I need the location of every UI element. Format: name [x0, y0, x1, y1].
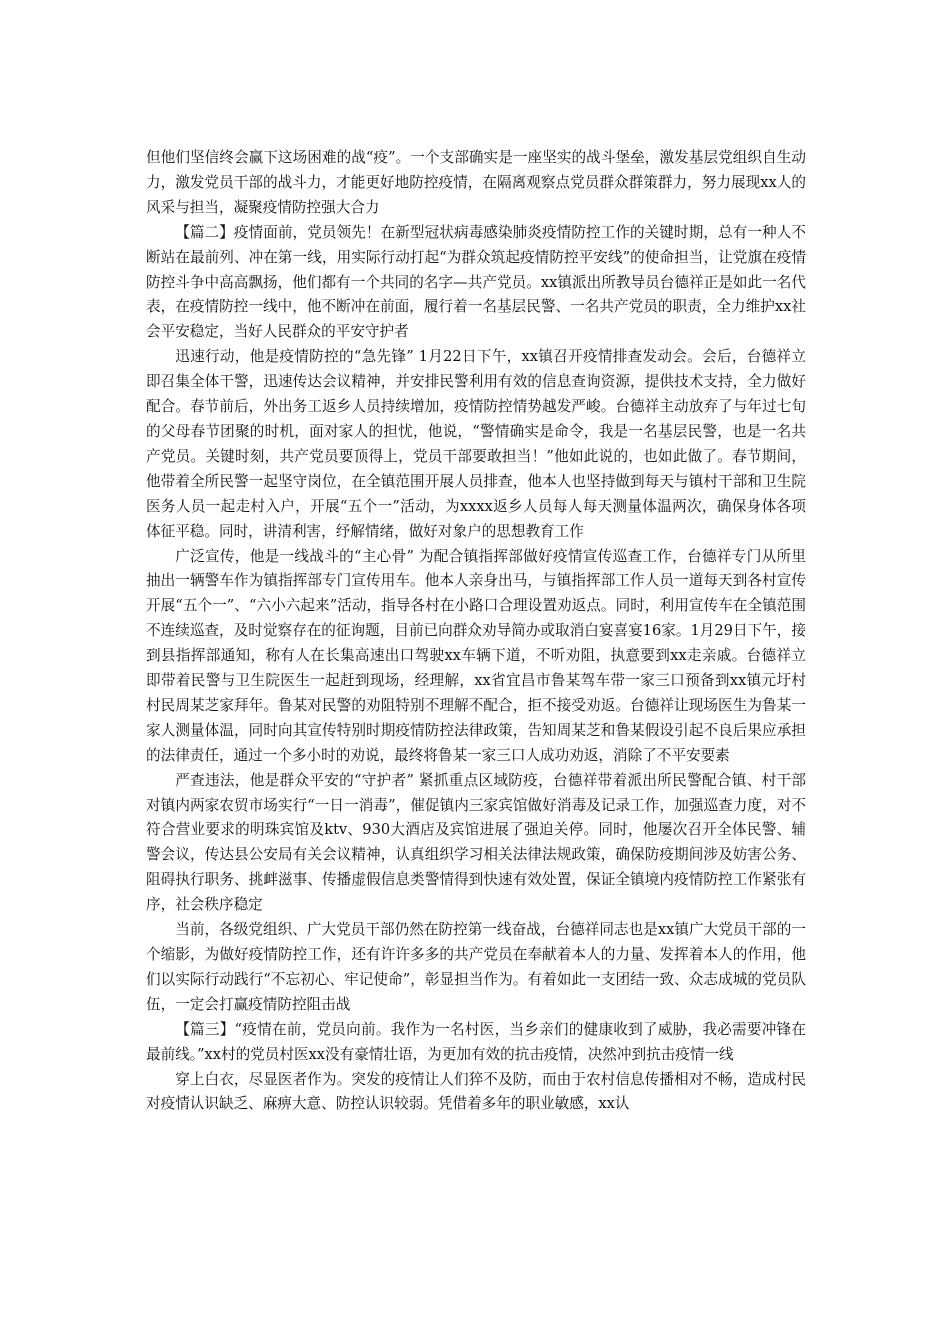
paragraph: 【篇二】疫情面前，党员领先！在新型冠状病毒感染肺炎疫情防控工作的关键时期，总有一种人不断站在最前列、冲在第一线，用实际行动打起“为群众筑起疫情防控平安线”的使命担当，让党旗在疫情防控斗争中高高飘扬，他们都有一个共同的名字—共产党员。xx镇派出所教导员台德祥正是如此一名代表，在疫情防控一线中，他不断冲在前面，履行着一名基层民警、一名共产党员的职责，全力维护xx社会平安稳定，当好人民群众的平安守护者 — [146, 223, 806, 341]
paragraph: 迅速行动，他是疫情防控的“急先锋” 1月22日下午，xx镇召开疫情排查发动会。会后，台德祥立即召集全体干警，迅速传达会议精神，并安排民警利用有效的信息查询资源，提供技术支持，全力做好配合。春节前后，外出务工返乡人员持续增加，疫情防控情势越发严峻。台德祥主动放弃了与年过七旬的父母春节团聚的时机，面对家人的担忧，他说，“警情确实是命令，我是一名基层民警，也是一名共产党员。关键时刻，共产党员要顶得上，党员干部要敢担当！”他如此说的，也如此做了。春节期间，他带着全所民警一起坚守岗位，在全镇范围开展人员排查，他本人也坚持做到每天与镇村干部和卫生院医务人员一起走村入户，开展“五个一”活动，为xxxx返乡人员每人每天测量体温两次，确保身体各项体征平稳。同时，讲清利害，纾解情绪，做好对象户的思想教育工作 — [146, 348, 806, 540]
paragraph: 【篇三】“疫情在前，党员向前。我作为一名村医，当乡亲们的健康收到了威胁，我必需要冲锋在最前线。”xx村的党员村医xx没有豪情壮语，为更加有效的抗击疫情，决然冲到抗击疫情一线 — [146, 1020, 806, 1063]
paragraph: 广泛宣传，他是一线战斗的“主心骨” 为配合镇指挥部做好疫情宣传巡查工作，台德祥专门从所里抽出一辆警车作为镇指挥部专门宣传用车。他本人亲身出马，与镇指挥部工作人员一道每天到各村宣传开展“五个一”、“六小六起来”活动，指导各村在小路口合理设置劝返点。同时，利用宣传车在全镇范围不连续巡查，及时觉察存在的征询题，目前已向群众劝导简办或取消白宴喜宴16家。1月29日下午，接到县指挥部通知，称有人在长集高速出口驾驶xx车辆下道，不听劝阻，执意要到xx走亲戚。台德祥立即带着民警与卫生院医生一起赶到现场，经理解，xx省宜昌市鲁某驾车带一家三口预备到xx镇元圩村村民周某芝家拜年。鲁某对民警的劝阻特别不理解不配合，拒不接受劝返。台德祥让现场医生为鲁某一家人测量体温，同时向其宣传特别时期疫情防控法律政策，告知周某芝和鲁某假设引起不良后果应承担的法律责任，通过一个多小时的劝说，最终将鲁某一家三口人成功劝返，消除了不平安要素 — [146, 547, 806, 764]
document-page — [146, 146, 806, 1117]
paragraph: 穿上白衣，尽显医者作为。突发的疫情让人们猝不及防，而由于农村信息传播相对不畅，造成村民对疫情认识缺乏、麻痹大意、防控认识较弱。凭借着多年的职业敏感，xx认 — [146, 1070, 806, 1113]
paragraph: 严查违法，他是群众平安的“守护者” 紧抓重点区域防疫，台德祥带着派出所民警配合镇、村干部对镇内两家农贸市场实行“一日一消毒”，催促镇内三家宾馆做好消毒及记录工作，加强巡查力度，对不符合营业要求的明珠宾馆及ktv、930大酒店及宾馆进展了强迫关停。同时，他屡次召开全体民警、辅警会议，传达县公安局有关会议精神，认真组织学习相关法律法规政策，确保防疫期间涉及妨害公务、阻碍执行职务、挑衅滋事、传播虚假信息类警情得到快速有效处置，保证全镇境内疫情防控工作紧张有序，社会秩序稳定 — [146, 771, 806, 914]
paragraph: 当前，各级党组织、广大党员干部仍然在防控第一线奋战，台德祥同志也是xx镇广大党员干部的一个缩影，为做好疫情防控工作，还有许许多多的共产党员在奉献着本人的力量、发挥着本人的作用，他们以实际行动践行“不忘初心、牢记使命”，彰显担当作为。有着如此一支团结一致、众志成城的党员队伍，一定会打赢疫情防控阻击战 — [146, 921, 806, 1013]
paragraph: 但他们坚信终会赢下这场困难的战“疫”。一个支部确实是一座坚实的战斗堡垒，激发基层党组织自生动力，激发党员干部的战斗力，才能更好地防控疫情，在隔离观察点党员群众群策群力，努力展现xx人的风采与担当，凝聚疫情防控强大合力 — [146, 149, 806, 216]
